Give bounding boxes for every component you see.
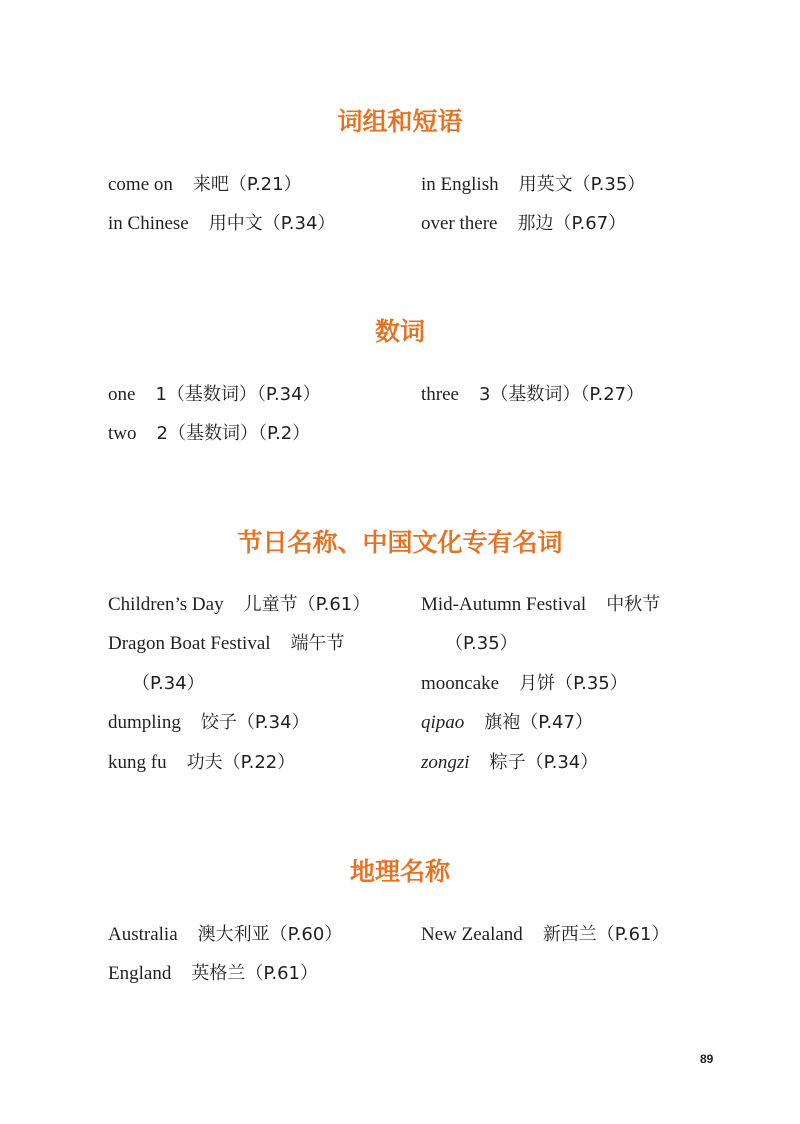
page-number: 89 <box>700 1052 714 1066</box>
entry-english: Children’s Day <box>108 594 224 615</box>
list-item <box>108 962 318 986</box>
list-item-continuation <box>445 632 518 656</box>
list-item <box>421 672 628 696</box>
list-item <box>421 173 645 197</box>
entry-english: over there <box>421 213 498 234</box>
entry-chinese: （P.35） <box>445 633 518 654</box>
list-item <box>421 593 660 617</box>
entry-chinese: 1（基数词）（P.34） <box>155 384 321 405</box>
entry-english: Australia <box>108 924 178 945</box>
entry-chinese: （P.34） <box>132 673 205 694</box>
entry-english: in Chinese <box>108 213 189 234</box>
list-item <box>108 751 295 775</box>
entry-english: mooncake <box>421 673 500 694</box>
list-item <box>108 923 342 947</box>
entry-chinese: 新西兰（P.61） <box>542 924 670 945</box>
entry-chinese: 饺子（P.34） <box>200 712 310 733</box>
list-item <box>108 632 345 656</box>
entry-chinese: 中秋节 <box>606 594 661 615</box>
section-title-numerals: 数词 <box>374 317 425 346</box>
list-item-continuation <box>132 672 205 696</box>
list-item <box>108 711 310 735</box>
entry-english: Dragon Boat Festival <box>108 633 271 654</box>
entry-english: in English <box>421 174 499 195</box>
entry-english: three <box>421 384 459 405</box>
entry-chinese: 用中文（P.34） <box>208 213 336 234</box>
section-title-geography: 地理名称 <box>349 857 450 886</box>
entry-chinese: 澳大利亚（P.60） <box>197 924 343 945</box>
entry-english: one <box>108 384 136 405</box>
entry-chinese: 来吧（P.21） <box>192 174 302 195</box>
entry-english: two <box>108 423 137 444</box>
list-item <box>108 422 310 446</box>
entry-chinese: 端午节 <box>290 633 345 654</box>
entry-english: come on <box>108 174 173 195</box>
list-item <box>421 383 644 407</box>
list-item <box>421 923 670 947</box>
list-item <box>108 593 370 617</box>
list-item <box>421 212 626 236</box>
list-item <box>421 751 598 775</box>
entry-chinese: 那边（P.67） <box>517 213 627 234</box>
entry-english: kung fu <box>108 752 167 773</box>
entry-english: dumpling <box>108 712 181 733</box>
list-item <box>108 212 335 236</box>
entry-chinese: 粽子（P.34） <box>489 752 599 773</box>
section-title-festivals-culture: 节日名称、中国文化专有名词 <box>237 528 563 557</box>
list-item <box>108 383 321 407</box>
list-item <box>108 173 302 197</box>
entry-english: zongzi <box>421 752 470 773</box>
entry-chinese: 用英文（P.35） <box>518 174 646 195</box>
entry-chinese: 3（基数词）（P.27） <box>478 384 645 405</box>
list-item <box>421 711 593 735</box>
entry-chinese: 英格兰（P.61） <box>191 963 319 984</box>
entry-english: New Zealand <box>421 924 523 945</box>
entry-chinese: 儿童节（P.61） <box>243 594 371 615</box>
entry-chinese: 月饼（P.35） <box>519 673 628 694</box>
entry-chinese: 功夫（P.22） <box>186 752 296 773</box>
entry-chinese: 旗袍（P.47） <box>484 712 593 733</box>
section-title-phrases: 词组和短语 <box>337 107 463 136</box>
entry-english: qipao <box>421 712 465 733</box>
entry-english: England <box>108 963 172 984</box>
entry-english: Mid-Autumn Festival <box>421 594 587 615</box>
entry-chinese: 2（基数词）（P.2） <box>156 423 311 444</box>
